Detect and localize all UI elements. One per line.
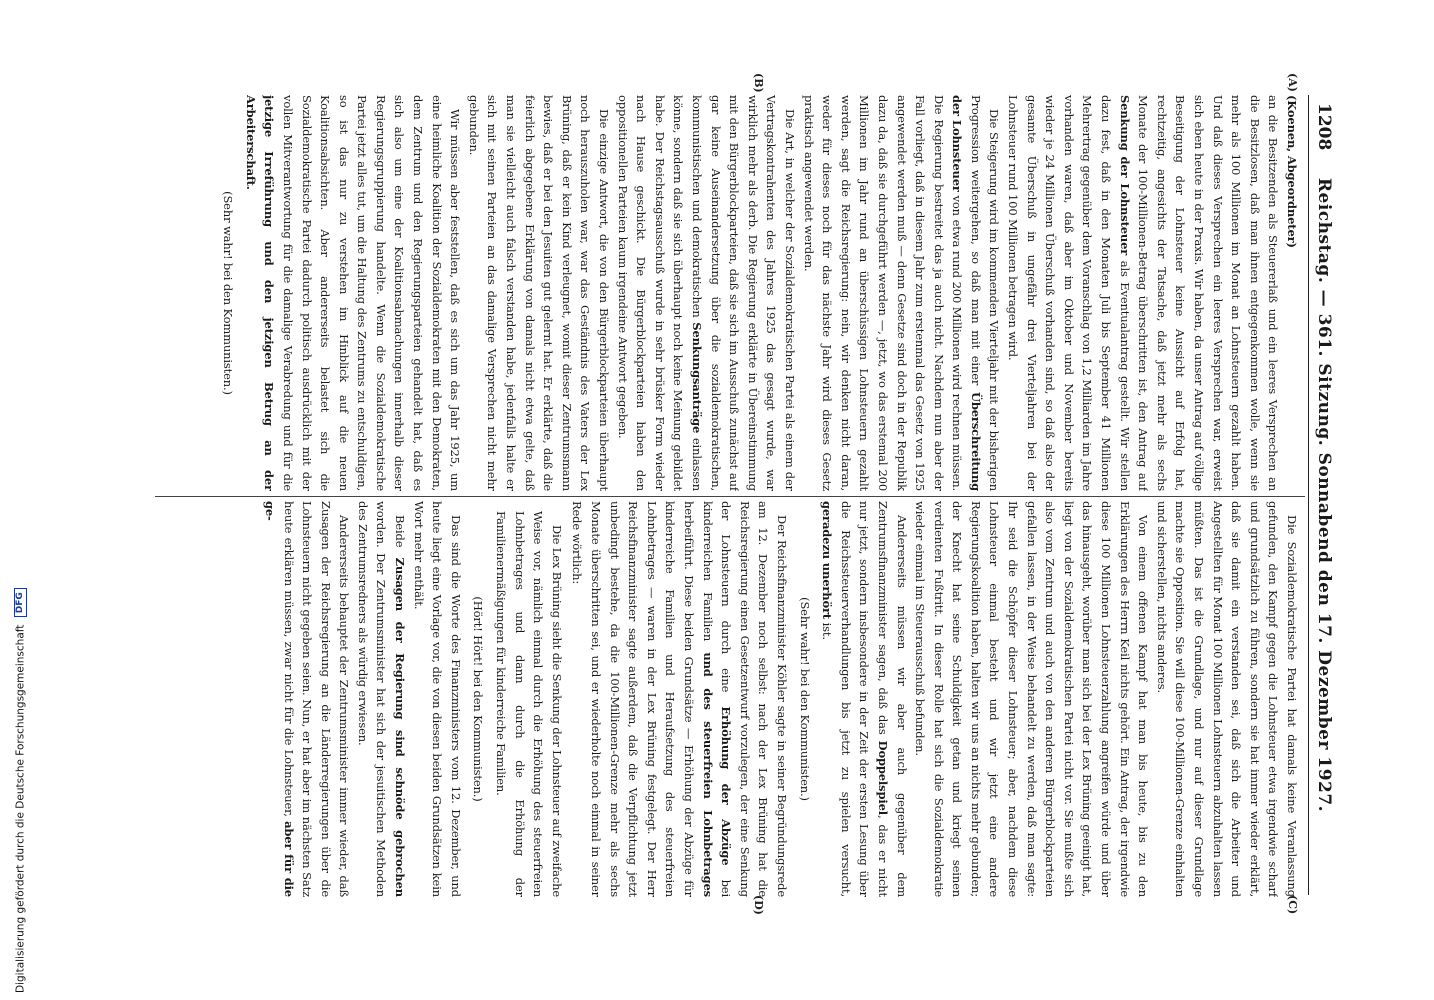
emphasis-text: Senkungsanträge [690, 322, 704, 434]
quotation [491, 511, 565, 897]
paragraph [464, 95, 613, 491]
footer-credit [3, 0, 25, 1000]
emphasis-text: Zusagen der Regierung sind schnöde gebrochen [393, 557, 408, 897]
text-span: als Eventualantrag gestellt. Wir stellen dazu fest, daß in den Monaten Juli bis September 41 Millionen Mehrertrag gegenüber dem Voranschlag von 1,2 Milliarden im Jahre vorhanden waren, daß aber im Oktober und November bereits wieder je 24 Millionen Überschuß vorhanden sind, so daß also der gesamte Überschuß in ungefähr drei Vierteljahren bei der Lohnsteuer rund 100 Millionen betragen wird. [1006, 95, 1132, 491]
emphasis-text: Überschreitung der Lohnsteuer [950, 95, 983, 491]
emphasis-text: jetzige Irreführung und den jetzigen Betrug an der Arbeiterschaft. [243, 95, 277, 491]
margin-marker-b: (B) [752, 73, 765, 93]
paragraph [409, 501, 465, 897]
emphasis-text: Doppelspiel [875, 740, 890, 815]
footer-text: Digitalisierung gefördert durch die Deutsche Forschungsgemeinschaft [14, 624, 27, 993]
paragraph [911, 501, 1153, 897]
text-span: Die Sozialdemokratische Partei hat damals keine Veranlassung gefunden, den Kampf gegen die Lohnsteuer etwa irgendwie scharf und grundsätzlich zu führen, sondern sie hat immer wieder erklärt, daß sie damit ein verstanden sei, daß sich die Arbeiter und Angestellten für Monat 100 Millionen Lohnsteuern abzuhalten lassen müßten. Das ist die Grundlage, und nur auf dieser Grundlage machte sie Opposition. Sie will diese 100-Millionen-Grenze einhalten und sicherstellen, nichts anderes. [1154, 501, 1299, 897]
emphasis-text: Erhöhung der Abzüge [719, 706, 734, 866]
paragraph [1004, 95, 1283, 491]
emphasis-text: geradezu unerhört [820, 501, 835, 620]
paragraph [613, 95, 799, 491]
paragraph [1152, 501, 1301, 897]
paragraph [241, 95, 464, 491]
text-span: worden. Der Zentrumsminister hat sich der jesuitischen Methoden des Zentrumsredners als würdig erwiesen. [355, 501, 389, 897]
interjection: (Sehr wahr! bei den Kommunisten.) [221, 191, 236, 395]
text-span: Der Reichsfinanzminister Köhler sagte in seiner Begründungsrede am 12. Dezember noch selbst: nach der Lex Brüning hat die Reichsregierung einen Gesetzentwurf vorzulegen, der eine Senkung der Lohnsteuern durch eine [719, 501, 789, 897]
speaker-name: (Koenen, Abgeordneter) [1285, 95, 1299, 248]
interjection: (Sehr wahr! bei den Kommunisten.) [797, 597, 812, 801]
footer-text-wrap [14, 588, 27, 993]
dfg-logo: DFG [14, 588, 27, 617]
text-span: Die einzige Antwort, die von den Bürgerblockparteien überhaupt noch herauszuholen war, war das Geständnis des Vaters der Lex Brüning, daß er kein Kind verleugnet, womit dieser Zentrumsmann bewies, daß er bei den Jesuiten gut gelernt hat. Er erklärte, daß die feierlich abgegebene Erklärung von damals nicht etwa gelte, daß man sie vielleicht auch falsch verstanden habe, jedenfalls halte er sich mit seinen Parteien an das damalige Versprechen nicht mehr gebunden. [466, 95, 612, 491]
page-number: 1208 [1314, 103, 1334, 151]
document-page [135, 73, 1335, 915]
emphasis-text: und des steuerfreien Lohnbetrages [700, 652, 715, 897]
speaker-label [1282, 95, 1301, 491]
paragraph [353, 501, 409, 897]
text-span: Das sind die Worte des Finanzministers vom 12. Dezember, und heute liegt eine Vorlage vor, die von diesen beiden Grundsätzen kein Wort mehr enthält. [411, 501, 463, 897]
margin-marker-d: (D) [752, 895, 765, 915]
text-span: Die Art, in welcher der Sozialdemokratischen Partei als einem der Vertragskontrahenten des Jahres 1925 das gesagt wurde, war wirklich mehr als derb. Die Regierung erklärte in Übereinstimmung mit den Bürgerblockparteien, daß sie sich im Ausschuß zunächst auf gar keine Auseinandersetzung über die sozialdemokratischen, kommunistischen und demokratischen [690, 95, 797, 491]
text-span: an die Besitzenden als Steuererlaß und ein leeres Versprechen an die Besitzlosen, daß man ihnen entgegenkommen wolle, wenn sie mehr als 100 Millionen im Monat an Lohnsteuern gezahlt haben. Und daß dieses Versprechen ein leeres Versprechen war, erweist sich eben heute in der Praxis. Wir haben, da unser Antrag auf völlige Beseitigung der Lohnsteuer keine Aussicht auf Erfolg hat, rechtzeitig, angesichts der Tatsache, daß jetzt mehr als sechs Monate der 100-Millionen-Betrag überschritten ist, den Antrag auf [1136, 95, 1281, 491]
page-header [1308, 95, 1335, 895]
text-span: , das er nicht nur jetzt, sondern insbesondere in der Zeit der ersten Lesung über die Reichssteuerverhandlungen bis jetzt zu spielen versucht, [838, 501, 890, 897]
left-column [151, 95, 1301, 491]
paragraph [260, 501, 353, 897]
paragraph [799, 95, 1004, 491]
margin-marker-a: (A) [1286, 73, 1299, 92]
text-span: Von einem offenen Kampf hat man bis heute, bis zu den Erklärungen des Herrn Keil nichts gehört. Ein Antrag, der irgendwie diese 100 Millionen Lohnsteuerzahlung angreifen würde und über das hinausgeht, worüber man sich bei der Lex Brüning geeinigt hat, liegt von der Sozialdemokratischen Partei nicht vor. Sie mußte sich also vom Zentrum und auch von den anderen Bürgerblockparteien gefallen lassen, in der Weise behandelt zu werden, daß man sagte: Ihr seid die Schöpfer dieser Lohnsteuer; aber, nachdem diese Lohnsteuer einmal besteht und wir jetzt eine andere Regierungskoalition haben, halten wir uns an nichts mehr gebunden; der Knecht hat seine Schuldigkeit getan und kriegt seinen verdienten Fußtritt. In dieser Rolle hat sich die Sozialdemokratie wieder einmal im Steuerausschuß befunden. [913, 501, 1151, 897]
emphasis-text: aber für die ge- [262, 501, 296, 897]
text-span: Andererseits müssen wir aber auch gegenüber dem Zentrumsfinanzminister sagen, daß das [875, 501, 909, 897]
text-span: von etwa rund 200 Millionen wird rechnen müssen. Die Regierung bestreitet das ja auch nicht. Nachdem nun aber der Fall vorliegt, daß in diesem Jahr zum erstenmal das Gesetz von 1925 angewendet werden muß — denn Gesetze sind doch in der Republik dazu da, daß sie durchgeführt werden —, jetzt, wo das erstemal 200 Millionen im Jahr rund an überschüssigen Lohnsteuern gezahlt werden, sagt die Reichsregierung: nein, wir denken nicht daran, weder für dieses noch für das nächste Jahr wird dieses Gesetz praktisch angewendet werden. [801, 95, 965, 491]
page-title: Reichstag. — 361. Sitzung. Sonnabend den 17. Dezember 1927. [1314, 177, 1334, 813]
text-span: Andererseits behauptet der Zentrumsminister immer wieder, daß Zusagen der Reichsregierung an die Länderregierungen über die Lohnsteuern nicht gegeben seien. Nun, er hat aber im nächsten Satz heute erklären müssen, zwar nicht für die Lohnsteuer, [281, 501, 352, 897]
text-span: Wir müssen aber feststellen, daß es sich um das Jahr 1925, um eine heimliche Koalition der Sozialdemokraten mit den Demokraten, dem Zentrum und den Regierungsparteien gehandelt hat, daß es sich also um eine der Koalitionsabmachungen innerhalb dieser Regierungsgruppierung handelte. Wenn die Sozialdemokratische Partei jetzt alles tut, um die Haltung des Zentrums zu entschuldigen, so ist das nur zu verstehen im Hinblick auf die neuen Koalitionsabsichten. Aber andererseits belastet sich die Sozialdemokratische Partei dadurch politisch ausdrücklich mit der vollen Mitverantwortung für die damalige Verabredung und für die [280, 95, 463, 491]
text-span: einlassen könne, sondern daß sie sich überhaupt noch keine Meinung gebildet habe. Der Reichstagsausschuß wurde in sehr brüsker Form wieder nach Hause geschickt. Die Bürgerblockparteien haben den oppositionellen Parteien kaum irgendeine Antwort gegeben. [615, 95, 704, 491]
text-span: Die Lex Brüning sieht die Senkung der Lohnsteuer auf zweifache Weise vor, nämlich einmal durch die Erhöhung des steuerfreien Lohnbetrages und dann durch die Erhöhung der Familienermäßigungen für kinderreiche Familien. [494, 511, 564, 897]
paragraph [818, 501, 911, 897]
emphasis-text: Senkung der Lohnsteuer [1117, 95, 1132, 256]
text-span: ist. [820, 622, 835, 640]
column-divider [155, 496, 1305, 497]
interjection: (Hört! Hört! bei den Kommunisten.) [471, 596, 486, 802]
right-column [151, 501, 1301, 897]
text-span: Die Steigerung wird im kommenden Vierteljahr mit der bisherigen Progression weitergehen, so daß man mit einer [968, 95, 1002, 491]
margin-marker-c: (C) [1286, 895, 1299, 915]
paragraph [568, 501, 791, 897]
text-span: bei kinderreichen Familien [700, 501, 734, 897]
text-span: herbeiführt. Diese beiden Grundsätze — Erhöhung der Abzüge für kinderreiche Familien und Heraufsetzung des steuerfreien Lohnbetrages — waren in der Lex Brüning festgelegt. Der Herr Reichsfinanzminister sagte außerdem, daß die Verpflichtung jetzt unbedingt bestehe, da die 100-Millionen-Grenze mehr als sechs Monate überschritten sei, und er wiederholte noch einmal in seiner Rede wörtlich: [570, 501, 696, 897]
text-span: Beide [393, 515, 408, 548]
